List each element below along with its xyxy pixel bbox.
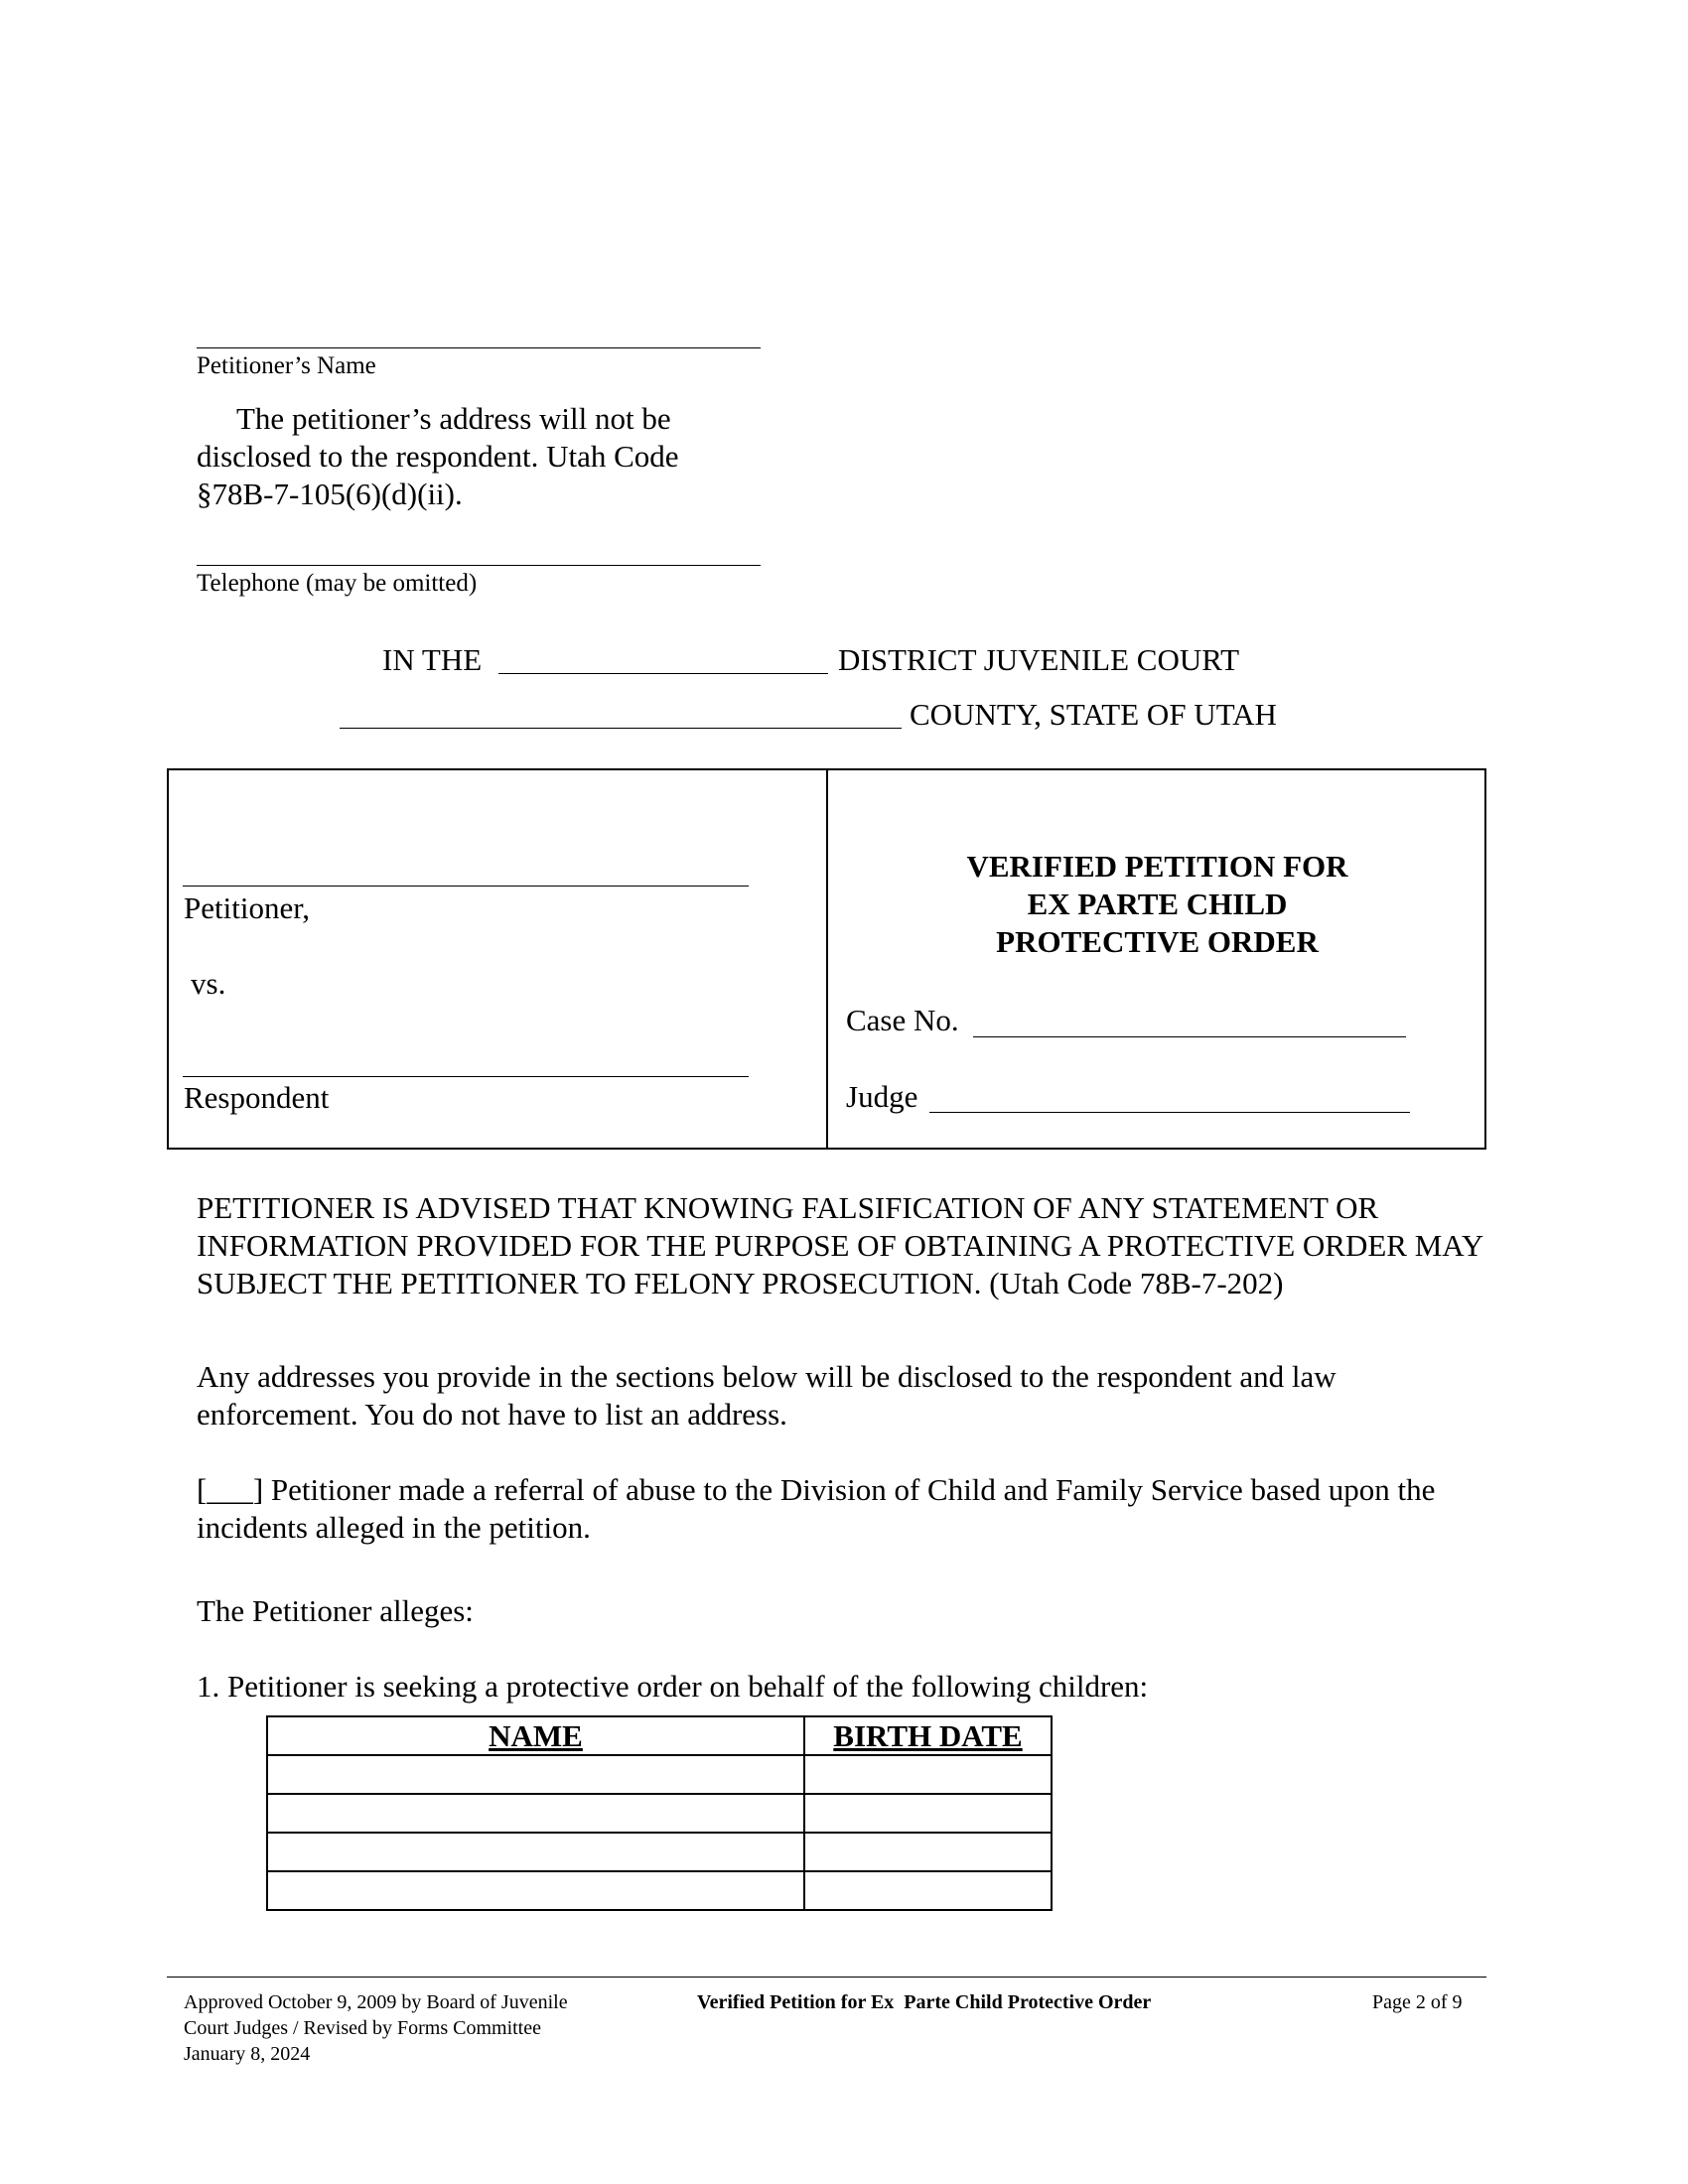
in-the-label: IN THE xyxy=(382,642,483,677)
child-birth-date-cell[interactable] xyxy=(804,1871,1052,1910)
case-no-line[interactable] xyxy=(973,1036,1406,1037)
county-state: COUNTY, STATE OF UTAH xyxy=(910,697,1277,732)
table-row xyxy=(267,1794,1052,1833)
footer-approval-line-3: January 8, 2024 xyxy=(184,2043,311,2065)
child-name-cell[interactable] xyxy=(267,1833,804,1871)
child-birth-date-cell[interactable] xyxy=(804,1794,1052,1833)
table-row xyxy=(267,1833,1052,1871)
child-birth-date-cell[interactable] xyxy=(804,1833,1052,1871)
referral-checkbox[interactable]: [___] xyxy=(197,1472,264,1507)
footer-form-title: Verified Petition for Ex Parte Child Protective Order xyxy=(697,1991,1152,2013)
table-header-row xyxy=(267,1716,1052,1755)
petitioner-line[interactable] xyxy=(183,886,749,887)
address-notice: The petitioner’s address will not be disclosed to the respondent. Utah Code §78B-7-105(6)(d)(ii). xyxy=(197,401,679,511)
telephone-label: Telephone (may be omitted) xyxy=(197,570,478,597)
county-blank-line[interactable] xyxy=(340,728,902,729)
child-name-cell[interactable] xyxy=(267,1794,804,1833)
telephone-line[interactable] xyxy=(197,565,761,566)
footer-rule xyxy=(167,1977,1486,1978)
judge-line[interactable] xyxy=(929,1112,1410,1113)
petitioner-name-label: Petitioner’s Name xyxy=(197,352,376,379)
referral-paragraph xyxy=(197,1471,1487,1547)
footer-approval xyxy=(184,1989,568,2067)
case-no-label: Case No. xyxy=(846,1003,959,1037)
footer-approval-line-2: Court Judges / Revised by Forms Committee xyxy=(184,2017,541,2039)
respondent-label: Respondent xyxy=(184,1080,330,1115)
referral-text: Petitioner made a referral of abuse to the Division of Child and Family Service based upon the incidents alleged in the petition. xyxy=(197,1472,1436,1545)
title-line-3: PROTECTIVE ORDER xyxy=(996,924,1319,959)
falsification-warning: PETITIONER IS ADVISED THAT KNOWING FALSIFICATION OF ANY STATEMENT OR INFORMATION PROVIDED FOR THE PURPOSE OF OBTAINING A PROTECTIVE ORDER MAY SUBJECT THE PETITIONER TO FELONY PROSECUTION. (Utah Code 78B-7-202) xyxy=(197,1190,1483,1300)
child-name-cell[interactable] xyxy=(267,1755,804,1794)
petitioner-name-line[interactable] xyxy=(197,347,761,348)
document-title xyxy=(828,848,1486,961)
footer-page-number: Page 2 of 9 xyxy=(1372,1991,1463,2013)
judge-label: Judge xyxy=(846,1079,918,1114)
table-row xyxy=(267,1755,1052,1794)
address-disclosure: Any addresses you provide in the sections below will be disclosed to the respondent and law enforcement. You do not have to list an address. xyxy=(197,1359,1336,1432)
name-column-header: NAME xyxy=(267,1716,804,1755)
case-caption-box xyxy=(167,768,1486,1150)
children-table xyxy=(266,1715,1053,1911)
birth-date-column-header: BIRTH DATE xyxy=(804,1716,1052,1755)
alleges-heading: The Petitioner alleges: xyxy=(197,1593,474,1628)
table-row xyxy=(267,1871,1052,1910)
petitioner-label: Petitioner, xyxy=(184,890,311,925)
vs-label: vs. xyxy=(191,966,226,1001)
item-1-text: 1. Petitioner is seeking a protective order on behalf of the following children: xyxy=(197,1669,1149,1704)
title-line-1: VERIFIED PETITION FOR xyxy=(966,849,1348,884)
child-birth-date-cell[interactable] xyxy=(804,1755,1052,1794)
footer-approval-line-1: Approved October 9, 2009 by Board of Juvenile xyxy=(184,1991,568,2013)
district-blank-line[interactable] xyxy=(498,673,828,674)
respondent-line[interactable] xyxy=(183,1076,749,1077)
title-line-2: EX PARTE CHILD xyxy=(1027,887,1288,921)
court-name: DISTRICT JUVENILE COURT xyxy=(838,642,1239,677)
child-name-cell[interactable] xyxy=(267,1871,804,1910)
